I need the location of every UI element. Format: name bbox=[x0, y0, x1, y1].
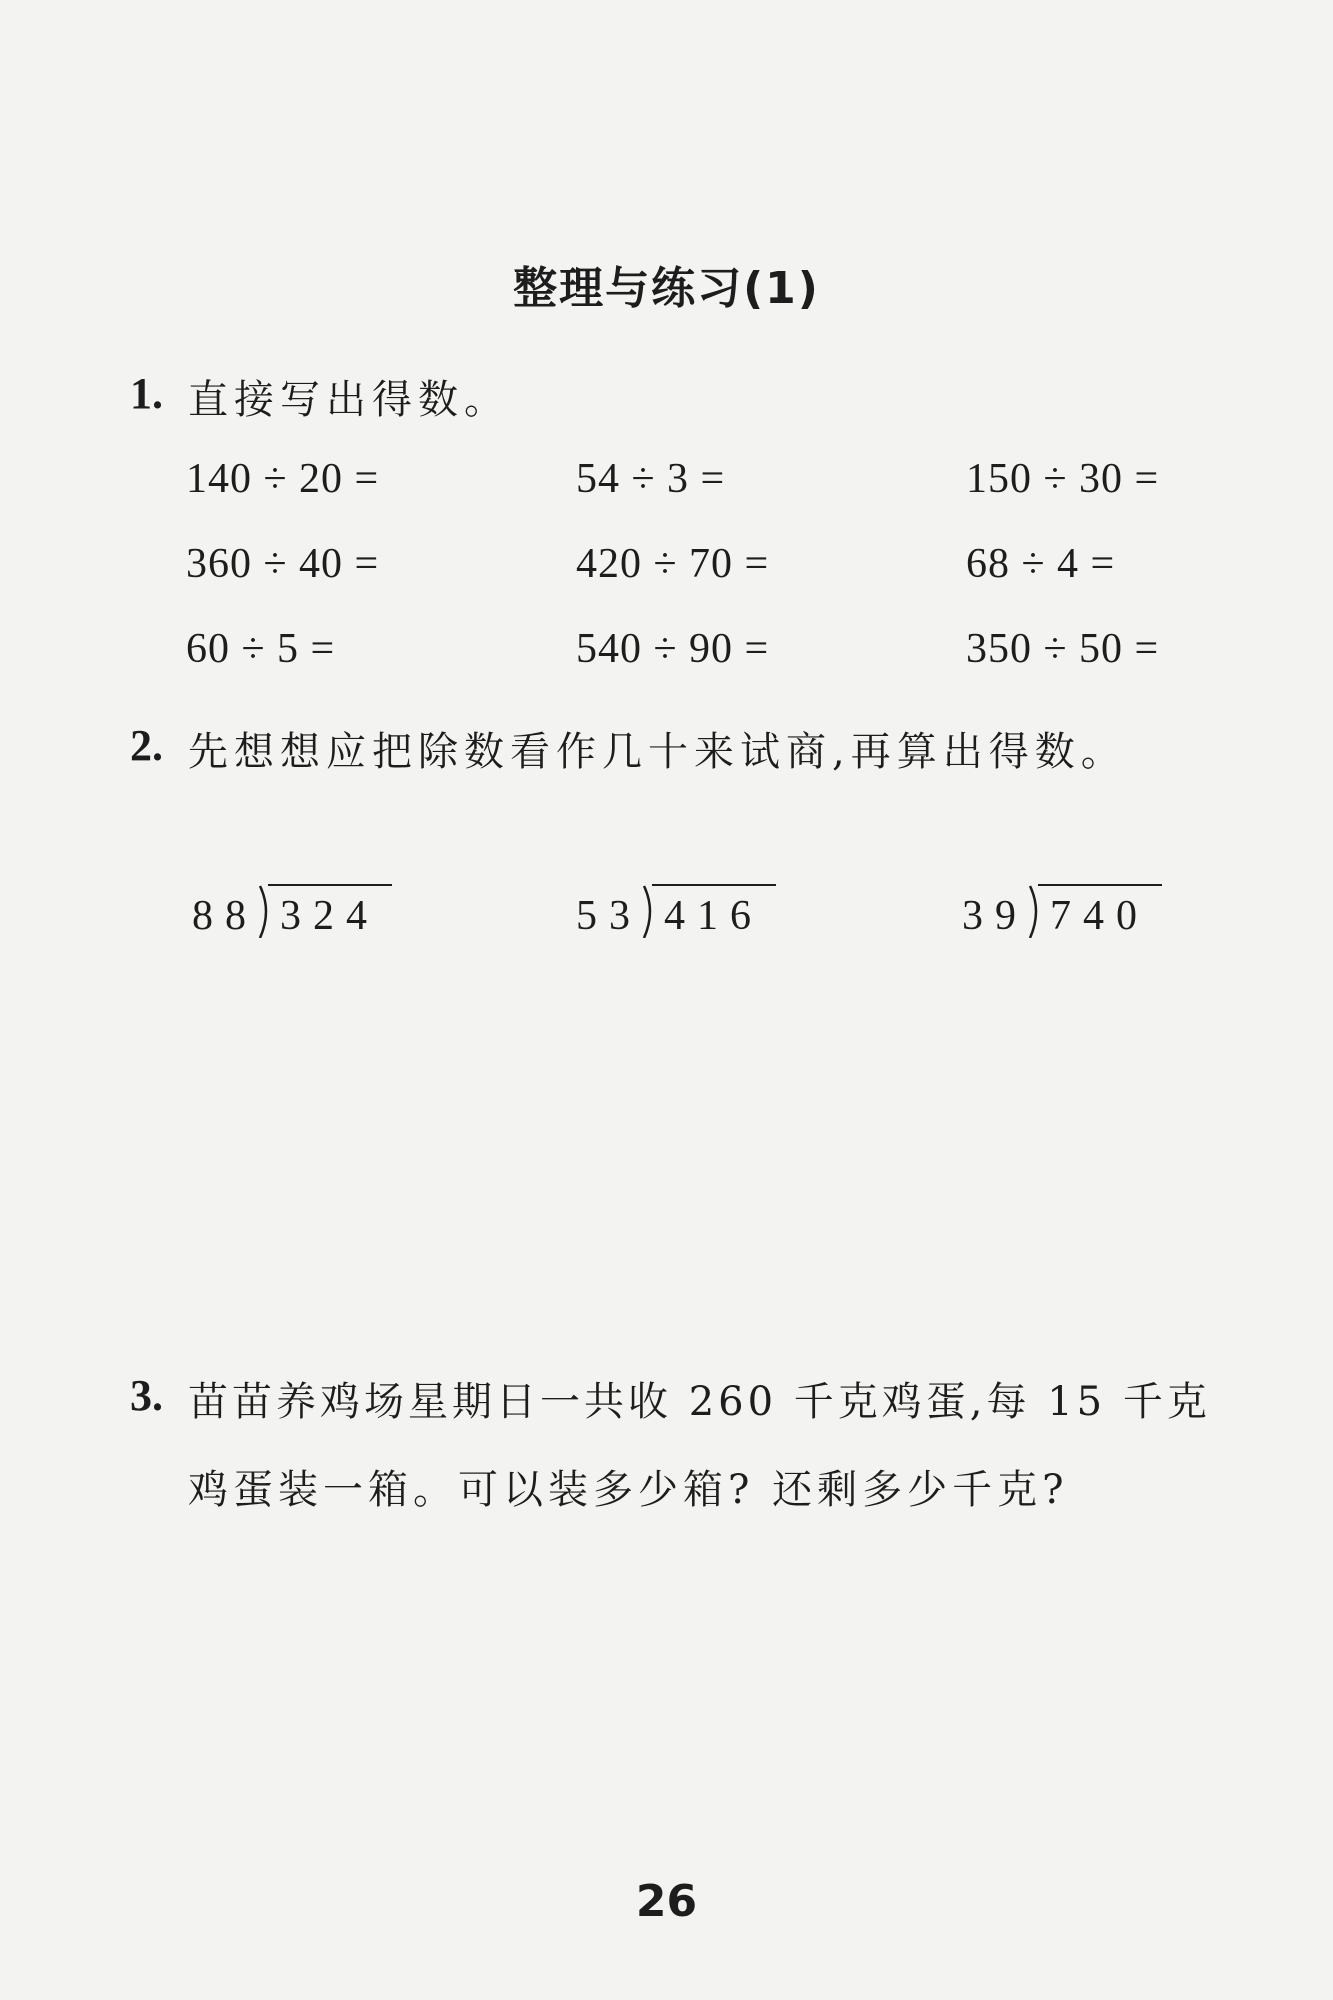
question-1-number: 1. bbox=[130, 369, 163, 418]
question-3-line-2: 鸡蛋装一箱。可以装多少箱? 还剩多少千克? bbox=[188, 1467, 1069, 1513]
problem-1-1: 140 ÷ 20 = bbox=[186, 456, 380, 502]
dividend: 740 bbox=[1050, 893, 1149, 939]
question-2-number: 2. bbox=[130, 721, 163, 770]
question-2-instruction: 先想想应把除数看作几十来试商,再算出得数。 bbox=[188, 729, 1127, 775]
divisor: 39 bbox=[962, 893, 1028, 939]
problem-1-6: 68 ÷ 4 = bbox=[966, 541, 1116, 587]
division-bracket-icon bbox=[1028, 884, 1044, 938]
dividend: 416 bbox=[664, 893, 763, 939]
division-overline bbox=[268, 884, 392, 886]
question-3-number: 3. bbox=[130, 1371, 163, 1420]
problem-1-7: 60 ÷ 5 = bbox=[186, 626, 336, 672]
division-bracket-icon bbox=[258, 884, 274, 938]
page-title: 整理与练习(1) bbox=[513, 263, 820, 314]
division-overline bbox=[652, 884, 776, 886]
dividend: 324 bbox=[280, 893, 379, 939]
problem-1-2: 54 ÷ 3 = bbox=[576, 456, 726, 502]
divisor: 88 bbox=[192, 893, 258, 939]
question-1-instruction: 直接写出得数。 bbox=[188, 377, 510, 423]
division-overline bbox=[1038, 884, 1162, 886]
problem-1-8: 540 ÷ 90 = bbox=[576, 626, 770, 672]
page-number: 26 bbox=[635, 1876, 698, 1927]
long-division-1 bbox=[192, 884, 412, 944]
long-division-3 bbox=[962, 884, 1182, 944]
problem-1-5: 420 ÷ 70 = bbox=[576, 541, 770, 587]
problem-1-9: 350 ÷ 50 = bbox=[966, 626, 1160, 672]
question-3-line-1: 苗苗养鸡场星期日一共收 260 千克鸡蛋,每 15 千克 bbox=[188, 1379, 1211, 1425]
problem-1-4: 360 ÷ 40 = bbox=[186, 541, 380, 587]
long-division-2 bbox=[576, 884, 796, 944]
problem-1-3: 150 ÷ 30 = bbox=[966, 456, 1160, 502]
divisor: 53 bbox=[576, 893, 642, 939]
division-bracket-icon bbox=[642, 884, 658, 938]
